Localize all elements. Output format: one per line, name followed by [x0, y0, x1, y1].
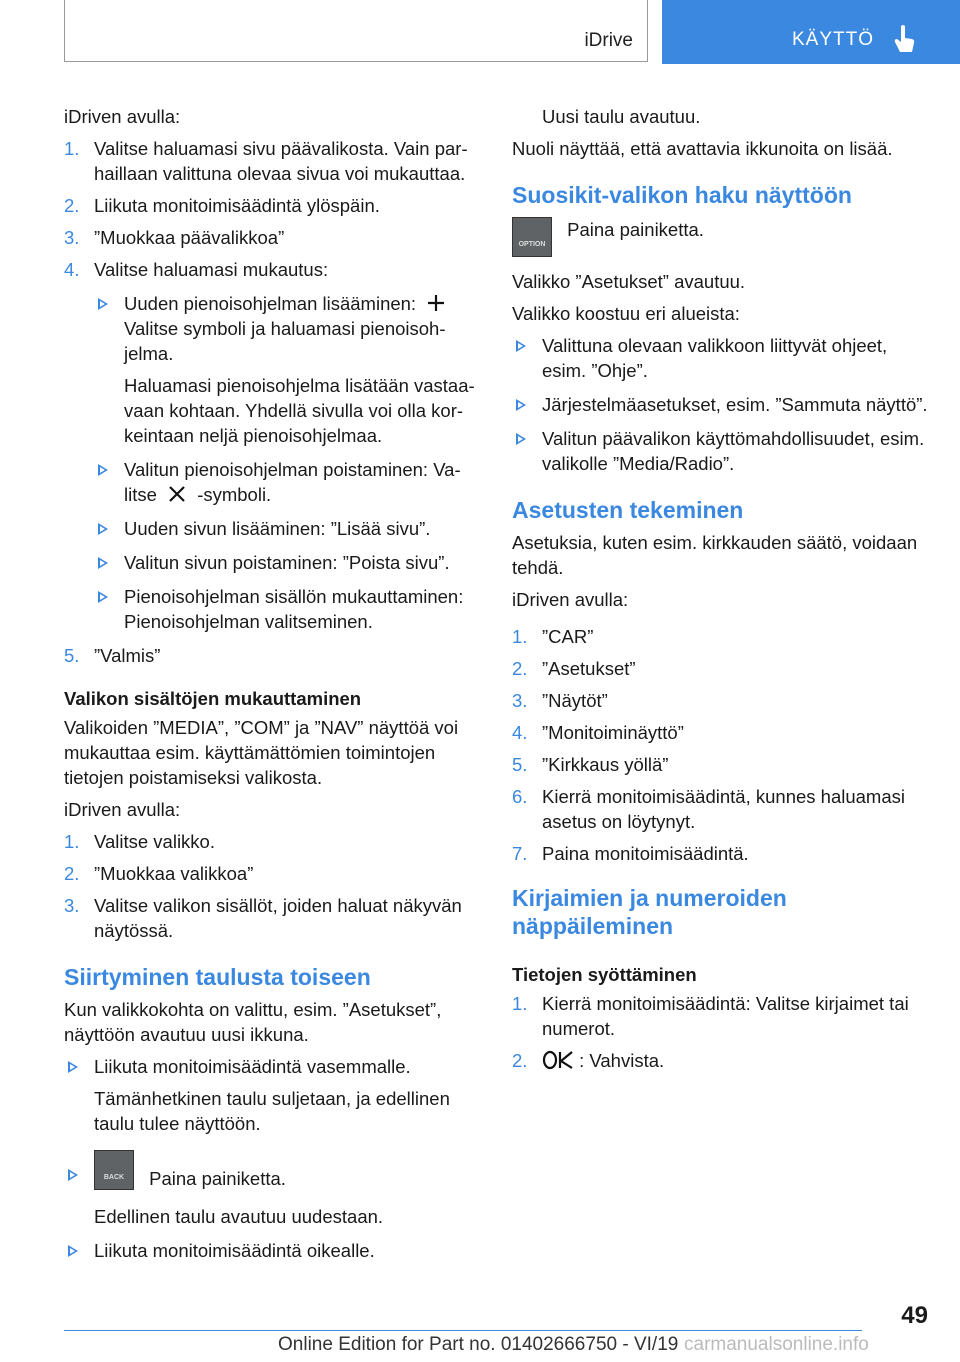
back-button-label: BACK [103, 1174, 125, 1181]
sub-item [94, 291, 484, 448]
sub-text: -symboli. [197, 484, 272, 505]
sub-item [512, 333, 932, 383]
step-number: 2. [512, 1050, 528, 1071]
step-number: 3. [64, 227, 80, 248]
input-steps [512, 991, 932, 1073]
heading-switch-panels: Siirtyminen taulusta toiseen [64, 964, 371, 990]
step-number: 1. [64, 831, 80, 852]
list-item [64, 257, 484, 634]
bullet-triangle-icon [516, 399, 526, 411]
press-text: Paina painiketta. [567, 219, 704, 240]
step-text: ”Näytöt” [542, 690, 608, 711]
step-number: 5. [64, 645, 80, 666]
bullet-triangle-icon [516, 340, 526, 352]
list-item [512, 841, 932, 866]
sub-item [94, 584, 484, 634]
sub-text: Liikuta monitoimisäädintä oikealle. [94, 1240, 375, 1261]
list-item [64, 643, 484, 668]
sub-list [94, 291, 484, 634]
step-text: Valitse valikon sisällöt, joiden haluat näkyvän näytössä. [94, 895, 462, 941]
option-row [512, 217, 932, 257]
plus-icon [427, 294, 445, 312]
step-text: Kierrä monitoimisäädintä, kunnes haluamasi asetus on löytynyt. [542, 786, 905, 832]
footer-divider [64, 1330, 862, 1331]
bullet-triangle-icon [98, 298, 108, 310]
header-chapter-title: KÄYTTÖ [792, 29, 875, 50]
close-icon [168, 485, 186, 503]
step-text: ”Muokkaa päävalikkoa” [94, 227, 285, 248]
bullet-triangle-icon [68, 1061, 78, 1073]
sub-text: Uuden pienoisohjelman lisääminen: [124, 293, 417, 314]
step-text: ”Muokkaa valikkoa” [94, 863, 254, 884]
list-item [512, 688, 932, 713]
left-column [64, 104, 484, 1272]
header-section-box [64, 0, 648, 62]
step-number: 2. [64, 195, 80, 216]
header-chapter-tab [662, 0, 960, 64]
heading-settings: Asetusten tekeminen [512, 497, 744, 523]
step-text: Paina monitoimisäädintä. [542, 843, 749, 864]
list-item [512, 991, 932, 1041]
step-number: 1. [512, 993, 528, 1014]
bullet-triangle-icon [516, 433, 526, 445]
hand-pointer-icon [894, 24, 916, 54]
step-text: ”Monitoiminäyttö” [542, 722, 684, 743]
sub-text: Uuden sivun lisääminen: ”Lisää sivu”. [124, 518, 431, 539]
intro-text: iDriven avulla: [64, 106, 181, 127]
step-text: Valitse haluamasi sivu päävalikosta. Vain par-haillaan valittuna olevaa sivua voi mukauttaa. [94, 138, 468, 184]
step-text: ”Valmis” [94, 645, 161, 666]
bullet-triangle-icon [68, 1245, 78, 1257]
step-text: ”Asetukset” [542, 658, 636, 679]
sub-text: Valitse symboli ja haluamasi pienoisoh-jelma. [124, 318, 446, 364]
watermark: carmanualsonline.info [684, 1334, 869, 1355]
ok-icon [542, 1050, 574, 1070]
header-section-title: iDrive [584, 30, 633, 51]
list-item [64, 829, 484, 854]
subheading-input: Tietojen syöttäminen [512, 964, 697, 985]
sub-item [512, 392, 932, 417]
list-item [512, 656, 932, 681]
step-number: 6. [512, 786, 528, 807]
sub-text: Valitun sivun poistaminen: ”Poista sivu”. [124, 552, 450, 573]
steps-list-2 [64, 829, 484, 943]
back-button-image [94, 1150, 134, 1190]
step-number: 7. [512, 843, 528, 864]
step-number: 1. [64, 138, 80, 159]
bullet-triangle-icon [68, 1169, 78, 1181]
step-text: Valitse haluamasi mukautus: [94, 259, 329, 280]
step-text: ”Kirkkaus yöllä” [542, 754, 669, 775]
sub-item [64, 1238, 484, 1263]
step-text: Kierrä monitoimisäädintä: Valitse kirjaimet tai numerot. [542, 993, 909, 1039]
steps-list-1 [64, 136, 484, 668]
menu-content-text: Valikoiden ”MEDIA”, ”COM” ja ”NAV” näyttöä voi mukauttaa esim. käyttämättömien toimintojen tietojen poistamiseksi valikosta. [64, 717, 459, 788]
intro-text: iDriven avulla: [64, 799, 181, 820]
step-text: ”CAR” [542, 626, 594, 647]
step-number: 2. [64, 863, 80, 884]
step-text: Valitse valikko. [94, 831, 215, 852]
list-item [64, 893, 484, 943]
step-number: 4. [512, 722, 528, 743]
option-button-label: OPTION [518, 241, 546, 248]
list-item [64, 193, 484, 218]
list-item [512, 1048, 932, 1073]
step-number: 2. [512, 658, 528, 679]
step-number: 3. [64, 895, 80, 916]
list-item [512, 624, 932, 649]
bullet-triangle-icon [98, 523, 108, 535]
settings-steps [512, 624, 932, 866]
areas-list [512, 333, 932, 476]
list-item [512, 784, 932, 834]
intro-text: iDriven avulla: [512, 589, 629, 610]
bullet-triangle-icon [98, 557, 108, 569]
sub-item [64, 1054, 484, 1136]
sub-text: Valitun pienoisohjelman poistaminen: Va-litse [124, 459, 461, 505]
bullet-triangle-icon [98, 591, 108, 603]
sub-text: Pienoisohjelman sisällön mukauttaminen: Pienoisohjelman valitseminen. [124, 586, 464, 632]
areas-text: Valikko koostuu eri alueista: [512, 303, 740, 324]
sub-text: Edellinen taulu avautuu uudestaan. [94, 1206, 384, 1227]
list-item [512, 720, 932, 745]
heading-keyboard: Kirjaimien ja numeroiden näppäileminen [512, 885, 787, 939]
sub-text: Valittuna olevaan valikkoon liittyvät ohjeet, esim. ”Ohje”. [542, 335, 888, 381]
step-text: : Vahvista. [579, 1050, 665, 1071]
list-item [64, 861, 484, 886]
sub-text: Järjestelmäasetukset, esim. ”Sammuta näyttö”. [542, 394, 928, 415]
sub-item [512, 426, 932, 476]
menu-opens-text: Valikko ”Asetukset” avautuu. [512, 271, 746, 292]
sub-item [94, 550, 484, 575]
page-number: 49 [901, 1302, 928, 1329]
list-item [64, 225, 484, 250]
footer-edition: Online Edition for Part no. 01402666750 - VI/19 [278, 1334, 679, 1355]
switch-list [64, 1054, 484, 1263]
bullet-triangle-icon [98, 464, 108, 476]
step-number: 3. [512, 690, 528, 711]
sub-text: Haluamasi pienoisohjelma lisätään vastaa-vaan kohtaan. Yhdellä sivulla voi olla kor-keintaan neljä pienoisohjelmaa. [124, 375, 475, 446]
sub-text: Liikuta monitoimisäädintä vasemmalle. [94, 1056, 411, 1077]
right-column [512, 104, 932, 1080]
sub-text: Tämänhetkinen taulu suljetaan, ja edellinen taulu tulee näyttöön. [94, 1088, 450, 1134]
list-item [512, 752, 932, 777]
step-number: 5. [512, 754, 528, 775]
switch-panels-text: Kun valikkokohta on valittu, esim. ”Asetukset”, näyttöön avautuu uusi ikkuna. [64, 999, 442, 1045]
list-item [64, 136, 484, 186]
arrow-text: Nuoli näyttää, että avattavia ikkunoita on lisää. [512, 138, 893, 159]
option-button-image [512, 217, 552, 257]
step-text: Liikuta monitoimisäädintä ylöspäin. [94, 195, 380, 216]
sub-item [64, 1150, 484, 1229]
settings-text: Asetuksia, kuten esim. kirkkauden säätö, voidaan tehdä. [512, 532, 918, 578]
sub-text: Paina painiketta. [149, 1168, 286, 1189]
sub-text: Valitun päävalikon käyttömahdollisuudet, esim. valikolle ”Media/Radio”. [542, 428, 925, 474]
sub-item [94, 457, 484, 507]
continued-text: Uusi taulu avautuu. [542, 106, 701, 127]
sub-item [94, 516, 484, 541]
step-number: 4. [64, 259, 80, 280]
step-number: 1. [512, 626, 528, 647]
heading-favorites: Suosikit-valikon haku näyttöön [512, 182, 852, 208]
subheading-menu-content: Valikon sisältöjen mukauttaminen [64, 688, 362, 709]
